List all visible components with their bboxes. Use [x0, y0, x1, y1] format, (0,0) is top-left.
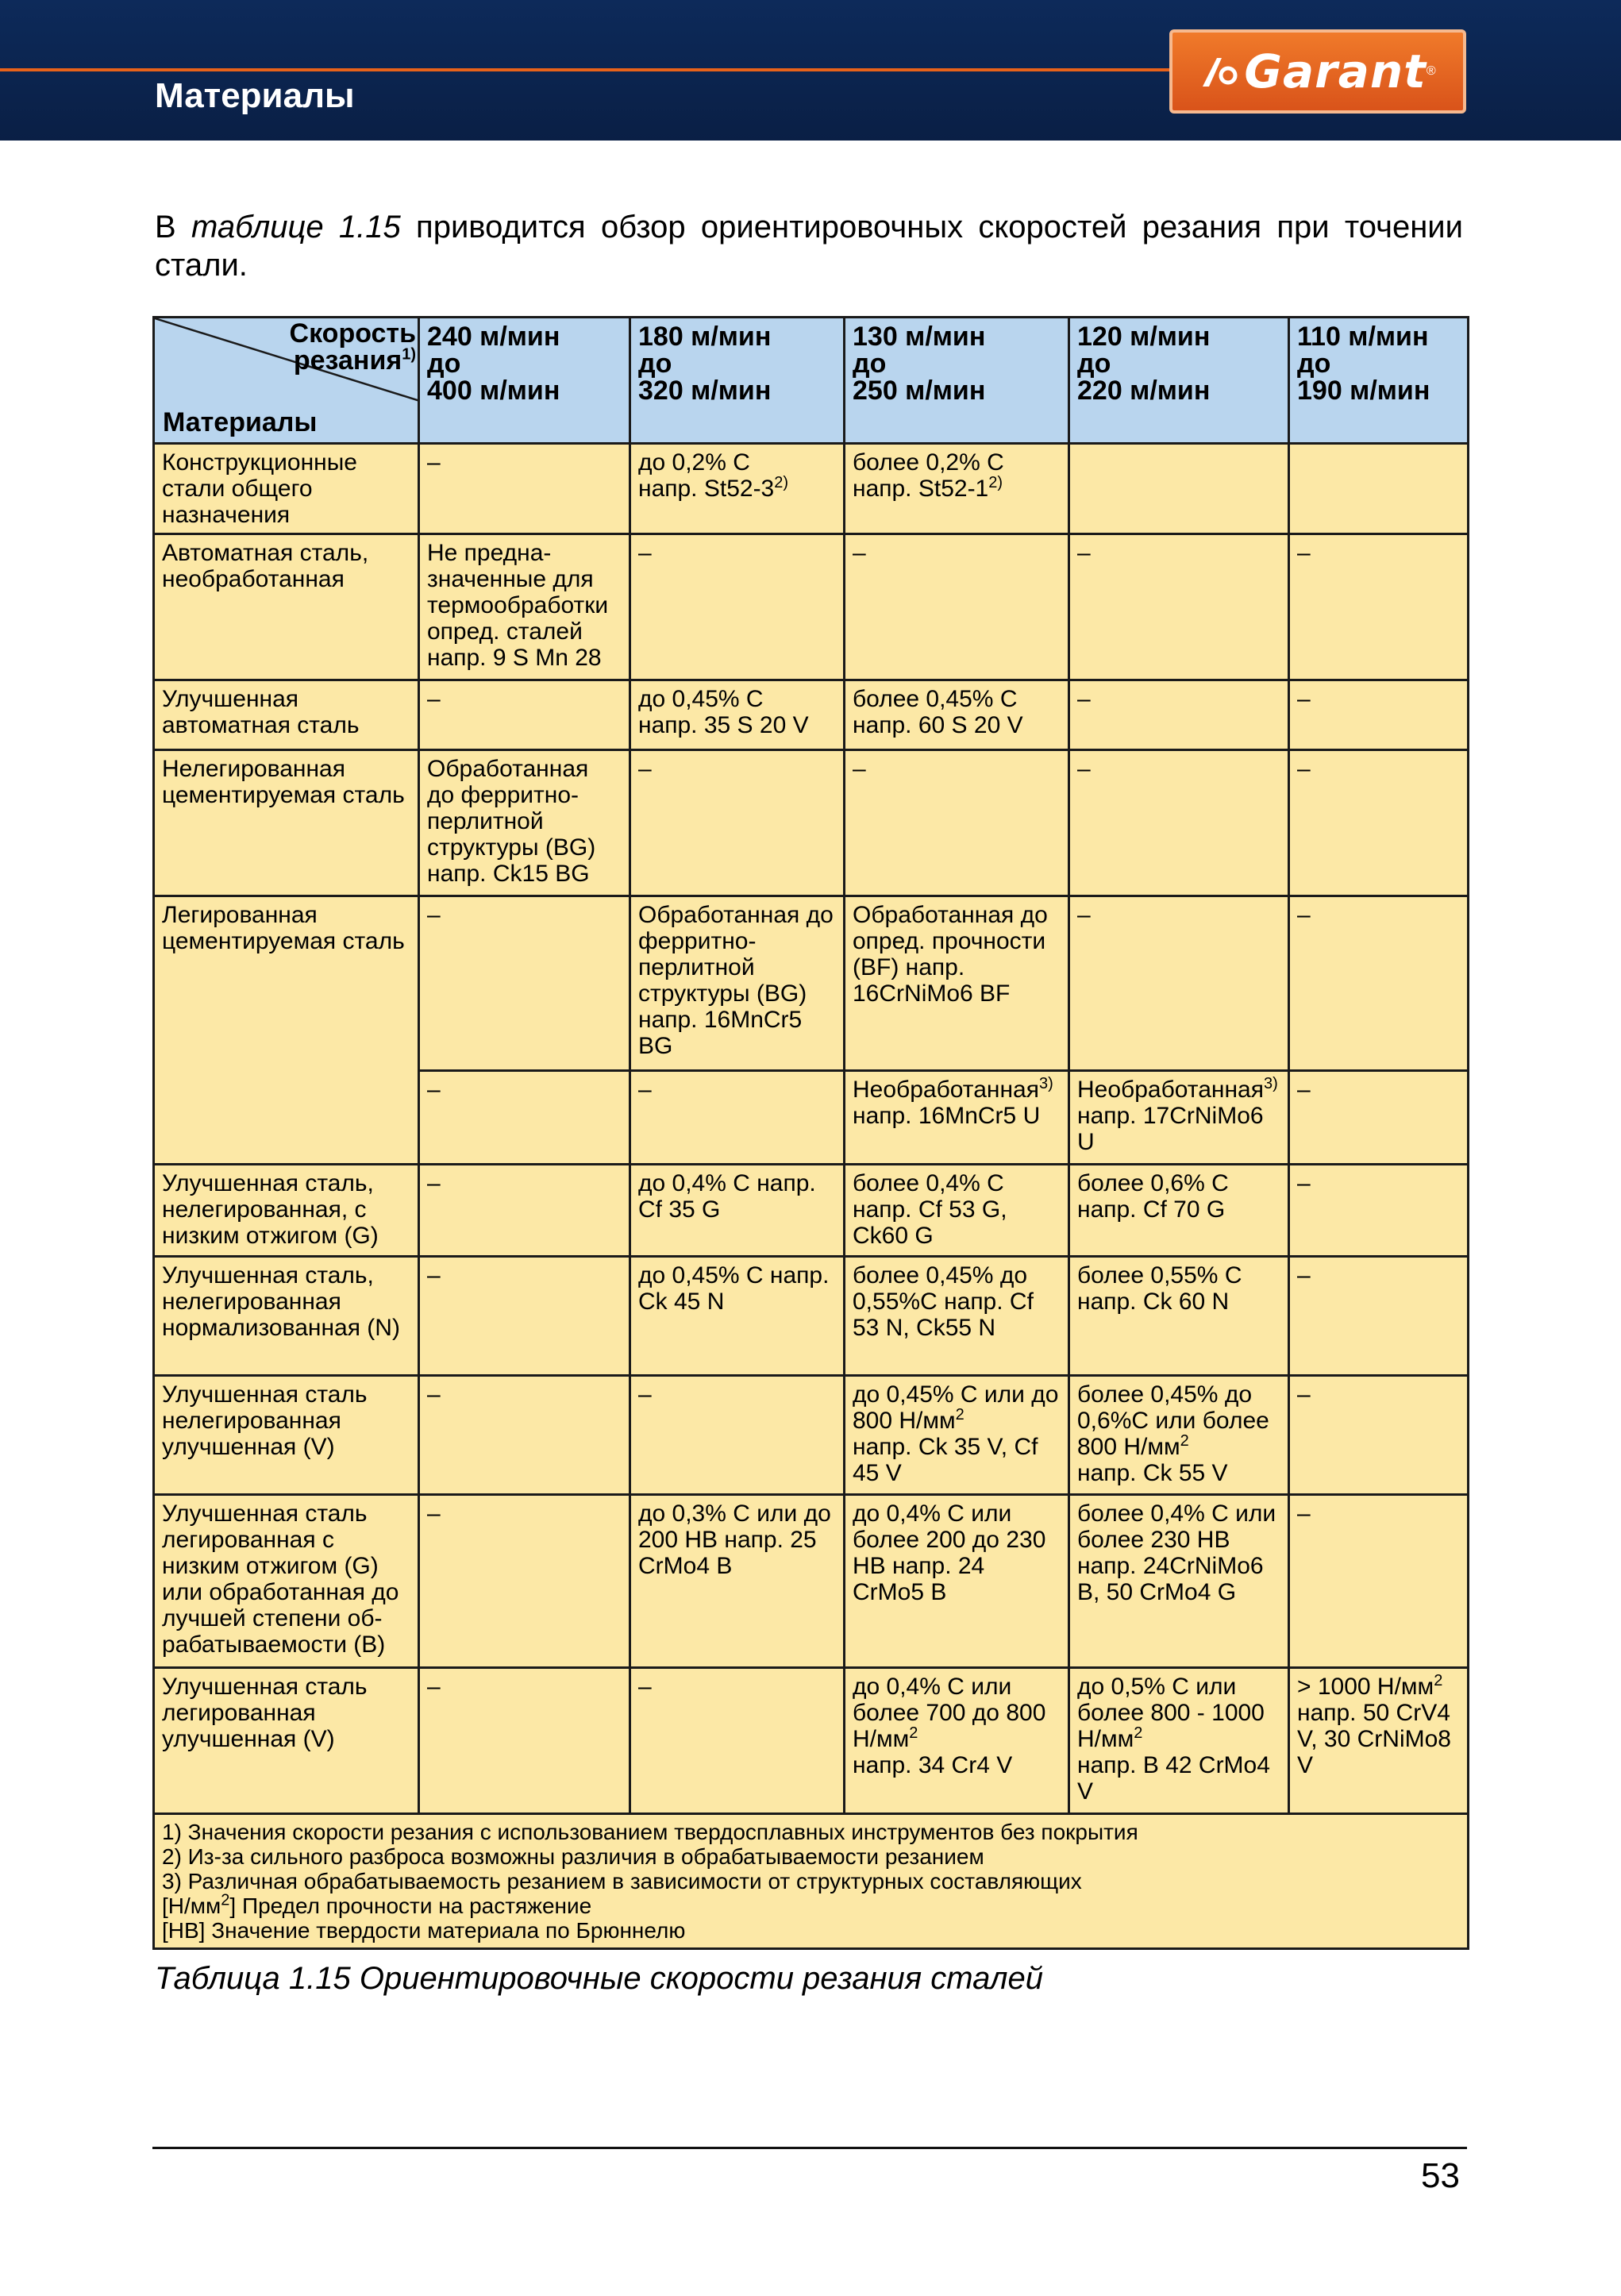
- speed-cell: –: [845, 750, 1069, 896]
- speed-cell: Обработанная до ферритно-перлитной структуры (BG) напр. Ck15 BG: [419, 750, 630, 896]
- speed-cell: –: [1289, 750, 1469, 896]
- speed-cell: более 0,55% C напр. Ck 60 N: [1069, 1257, 1289, 1376]
- speed-cell: > 1000 $Н/мм^2$ напр. 50 CrV4 V, 30 CrNiMo8 V: [1289, 1668, 1469, 1814]
- speed-cell: Не предна-значенные для термообработки опред. сталей напр. 9 S Mn 28: [419, 534, 630, 680]
- logo-registered: ®: [1426, 64, 1436, 78]
- note-4: $[Н/мм^2]$ Предел прочности на растяжение: [162, 1891, 592, 1918]
- speed-cell: –: [419, 1495, 630, 1668]
- speed-cell: более 0,45% C напр. 60 S 20 V: [845, 680, 1069, 750]
- table-row: [154, 1165, 1469, 1257]
- speed-cell: до 0,45% C или до 800 $Н/мм^2$ напр. Ck 35 V, Cf 45 V: [845, 1376, 1069, 1495]
- table-row: [154, 680, 1469, 750]
- speed-cell: до 0,4% C напр. Cf 35 G: [630, 1165, 845, 1257]
- page-header: [0, 0, 1621, 141]
- speed-cell: до 0,5% C или более 800 - 1000 $Н/мм^2$ напр. B 42 CrMo4 V: [1069, 1668, 1289, 1814]
- material-cell: Улучшенная сталь легированная с низким отжигом (G) или обработанная до лучшей степени об-рабатываемости (B): [154, 1495, 419, 1668]
- speed-cell: –: [1069, 680, 1289, 750]
- table-row: [154, 534, 1469, 680]
- material-cell: Улучшенная сталь легированная улучшенная (V): [154, 1668, 419, 1814]
- speed-cell: –: [1289, 680, 1469, 750]
- table-row: [154, 750, 1469, 896]
- speed-cell: до 0,4% C или более 200 до 230 HB напр. 24 CrMo5 B: [845, 1495, 1069, 1668]
- material-cell: Улучшенная сталь нелегированная улучшенная (V): [154, 1376, 419, 1495]
- speed-cell: –: [1289, 1071, 1469, 1165]
- table-notes-row: [154, 1814, 1469, 1949]
- speed-cell: Необработанная$^{3)}$ напр. 17CrNiMo6 U: [1069, 1071, 1289, 1165]
- column-header-130-250: 130 м/мин до 250 м/мин: [845, 318, 1069, 444]
- speed-cell: –: [419, 1668, 630, 1814]
- speed-cell: –: [1289, 534, 1469, 680]
- speed-cell: Необработанная$^{3)}$ напр. 16MnCr5 U: [845, 1071, 1069, 1165]
- intro-paragraph: В таблице 1.15 приводится обзор ориентировочных скоростей резания при точении стали.: [155, 210, 1463, 283]
- column-header-180-320: 180 м/мин до 320 м/мин: [630, 318, 845, 444]
- speed-cell: до 0,3% C или до 200 HB напр. 25 CrMo4 B: [630, 1495, 845, 1668]
- speed-cell: –: [419, 1071, 630, 1165]
- table-row: [154, 1376, 1469, 1495]
- speed-cell: –: [630, 750, 845, 896]
- speed-cell: –: [1289, 896, 1469, 1071]
- speed-cell: Обработанная до ферритно-перлитной структуры (BG) напр. 16MnCr5 BG: [630, 896, 845, 1071]
- cutting-speed-table: [152, 316, 1469, 1950]
- note-5: [HB] Значение твердости материала по Брюннелю: [162, 1918, 686, 1943]
- note-2: 2) Из-за сильного разброса возможны различия в обрабатываемости резанием: [162, 1844, 984, 1869]
- speed-cell: –: [419, 896, 630, 1071]
- speed-cell: –: [630, 1668, 845, 1814]
- speed-cell: более 0,45% до 0,55%C напр. Cf 53 N, Ck55 N: [845, 1257, 1069, 1376]
- footer-divider: [152, 2147, 1467, 2149]
- speed-cell: –: [1069, 896, 1289, 1071]
- table-row: [154, 1257, 1469, 1376]
- speed-cell: [1289, 444, 1469, 534]
- speed-cell: более 0,45% до 0,6%C или более 800 $Н/мм^2$ напр. Ck 55 V: [1069, 1376, 1289, 1495]
- logo-text: Garant: [1244, 44, 1427, 98]
- garant-logo-mark-icon: [1199, 53, 1239, 90]
- speed-cell: –: [1069, 534, 1289, 680]
- column-header-120-220: 120 м/мин до 220 м/мин: [1069, 318, 1289, 444]
- note-1: 1) Значения скорости резания с использованием твердосплавных инструментов без покрытия: [162, 1820, 1138, 1844]
- garant-logo: [1169, 29, 1466, 114]
- materials-label: Материалы: [163, 407, 318, 437]
- table-row: [154, 444, 1469, 534]
- speed-cell: –: [845, 534, 1069, 680]
- speed-cell: Обработанная до опред. прочности (BF) напр. 16CrNiMo6 BF: [845, 896, 1069, 1071]
- material-cell: Автоматная сталь, необработанная: [154, 534, 419, 680]
- page-number: 53: [1421, 2156, 1460, 2195]
- speed-cell: более 0,6% C напр. Cf 70 G: [1069, 1165, 1289, 1257]
- speed-cell: –: [419, 1257, 630, 1376]
- table-row: [154, 896, 1469, 1071]
- speed-cell: –: [419, 1376, 630, 1495]
- column-header-240-400: 240 м/мин до 400 м/мин: [419, 318, 630, 444]
- speed-cell: более 0,2% C напр. St52-1$^{2)}$: [845, 444, 1069, 534]
- table-notes: [154, 1814, 1469, 1949]
- material-cell: Нелегированная цементируемая сталь: [154, 750, 419, 896]
- speed-cell: до 0,2% C напр. St52-3$^{2)}$: [630, 444, 845, 534]
- speed-cell: –: [419, 1165, 630, 1257]
- section-title: Материалы: [155, 76, 355, 115]
- speed-cell: до 0,45% C напр. Ck 45 N: [630, 1257, 845, 1376]
- speed-cell: до 0,4% C или более 700 до 800 $Н/мм^2$ напр. 34 Cr4 V: [845, 1668, 1069, 1814]
- note-3: 3) Различная обрабатываемость резанием в зависимости от структурных составляющих: [162, 1869, 1082, 1893]
- header-accent-line: [0, 68, 1183, 71]
- table-caption: Таблица 1.15 Ориентировочные скорости резания сталей: [155, 1961, 1043, 1996]
- speed-cell: –: [419, 680, 630, 750]
- speed-cell: [1069, 444, 1289, 534]
- table-reference: таблице 1.15: [191, 210, 401, 245]
- speed-cell: –: [1289, 1165, 1469, 1257]
- speed-cell: –: [419, 444, 630, 534]
- corner-header: [154, 318, 419, 444]
- speed-label: Скорость резания$^{1)}$: [289, 318, 416, 376]
- speed-cell: –: [1289, 1257, 1469, 1376]
- speed-cell: более 0,4% C напр. Cf 53 G, Ck60 G: [845, 1165, 1069, 1257]
- speed-cell: –: [1069, 750, 1289, 896]
- material-cell: Конструкционные стали общего назначения: [154, 444, 419, 534]
- table-row: [154, 1495, 1469, 1668]
- material-cell: Улучшенная автоматная сталь: [154, 680, 419, 750]
- speed-cell: более 0,4% C или более 230 HB напр. 24CrNiMo6 B, 50 CrMo4 G: [1069, 1495, 1289, 1668]
- speed-cell: –: [630, 1071, 845, 1165]
- material-cell: Улучшенная сталь, нелегированная, с низким отжигом (G): [154, 1165, 419, 1257]
- speed-cell: –: [630, 1376, 845, 1495]
- speed-cell: –: [630, 534, 845, 680]
- speed-cell: до 0,45% C напр. 35 S 20 V: [630, 680, 845, 750]
- material-cell: Легированная цементируемая сталь: [154, 896, 419, 1165]
- speed-cell: –: [1289, 1376, 1469, 1495]
- column-header-110-190: 110 м/мин до 190 м/мин: [1289, 318, 1469, 444]
- table-header-row: [154, 318, 1469, 444]
- material-cell: Улучшенная сталь, нелегированная нормализованная (N): [154, 1257, 419, 1376]
- table-row: [154, 1668, 1469, 1814]
- speed-cell: –: [1289, 1495, 1469, 1668]
